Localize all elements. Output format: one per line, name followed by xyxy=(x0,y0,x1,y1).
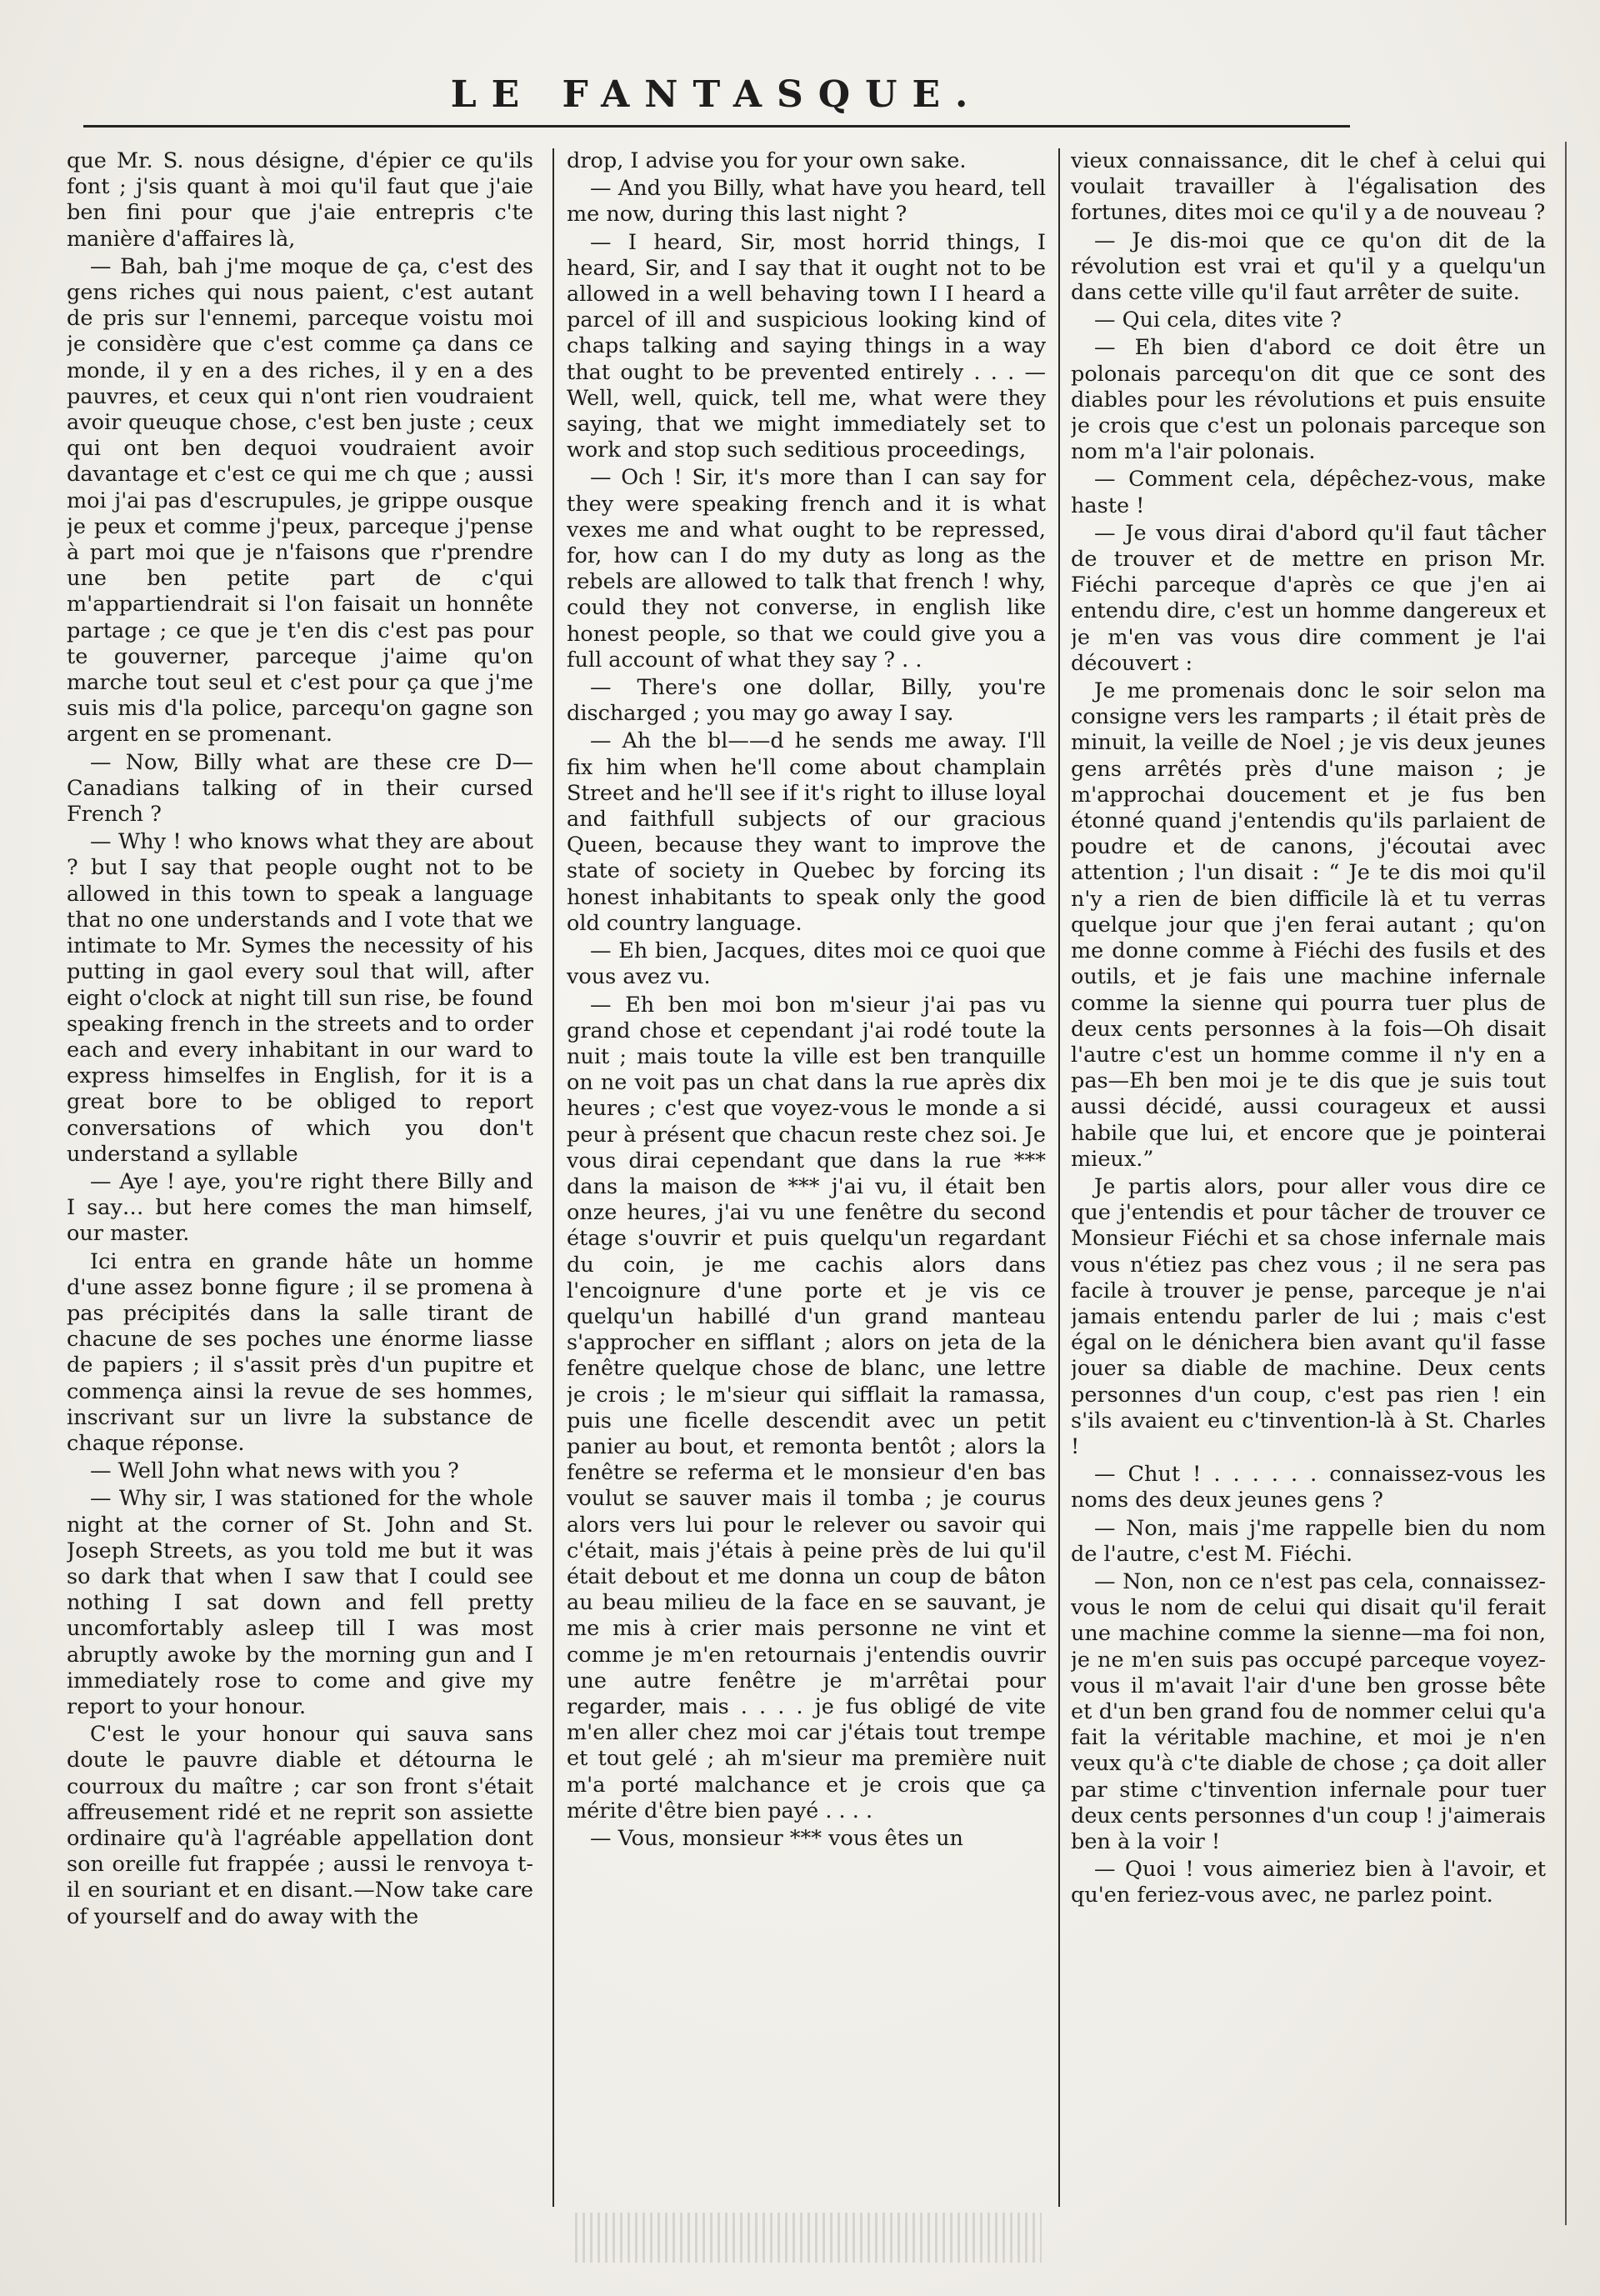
print-smudge xyxy=(575,2213,1042,2263)
paragraph: — Why sir, I was stationed for the whole night at the corner of St. John and St. Joseph Streets, as you told me but it was so dark that when I saw that I could see nothing I sat down and fell pretty uncomfortably asleep till I was most abruptly awoke by the morning gun and I immediately rose to come and give my report to your honour. xyxy=(67,1486,533,1719)
paragraph: — Quoi ! vous aimeriez bien à l'avoir, et qu'en feriez-vous avec, ne parlez point. xyxy=(1071,1857,1546,1908)
paragraph: Je partis alors, pour aller vous dire ce que j'entendis et pour tâcher de trouver ce Monsieur Fiéchi et sa chose infernale mais vous n'étiez pas chez vous ; il ne sera pas facile à trouver je pense, parceque je n'ai jamais entendu parler de lui ; mais c'est égal on le dénichera bien avant qu'il fasse jouer sa diable de machine. Deux cents personnes d'un coup, c'est pas rien ! ein s'ils avaient eu c'tinvention-là à St. Charles ! xyxy=(1071,1173,1546,1459)
column-divider xyxy=(1058,148,1060,2207)
paragraph: — Well John what news with you ? xyxy=(90,1458,459,1484)
paragraph: — I heard, Sir, most horrid things, I heard, Sir, and I say that it ought not to be allowed in a well behaving town I I heard a parcel of ill and suspicious looking kind of chaps talking and saying things in a way that ought to be prevented entirely . . . — Well, well, quick, tell me, what were they saying, that we might immediately set to work and stop such seditious proceedings, xyxy=(567,229,1046,463)
paragraph: — Ah the bl——d he sends me away. I'll fix him when he'll come about champlain Street and he'll see if it's right to illuse loyal and faithfull subjects of our gracious Queen, because they want to improve the state of society in Quebec by forcing its honest inhabitants to speak only the good old country language. xyxy=(567,728,1046,936)
paragraph: — Chut ! . . . . . . connaissez-vous les noms des deux jeunes gens ? xyxy=(1071,1462,1546,1513)
masthead-title: LE FANTASQUE. xyxy=(450,73,983,116)
paragraph: — Aye ! aye, you're right there Billy and I say… but here comes the man himself, our master. xyxy=(67,1168,533,1247)
page-edge-rule xyxy=(1565,142,1567,2225)
paragraph: — Why ! who knows what they are about ? but I say that people ought not to be allowed in this town to speak a language that no one understands and I vote that we intimate to Mr. Symes the necessity of his putting in gaol every soul that will, after eight o'clock at night till sun rise, be found speaking french in the streets and to order each and every inhabitant in our ward to express himselfes in English, for it is a great bore to be obliged to report conversations of which you don't understand a syllable xyxy=(67,829,533,1167)
paragraph: — Eh bien d'abord ce doit être un polonais parcequ'on dit que ce sont des diables pour les révolutions et puis ensuite je crois que c'est un polonais parceque son nom m'a l'air polonais. xyxy=(1071,335,1546,465)
paragraph: — Now, Billy what are these cre D— Canadians talking of in their cursed French ? xyxy=(67,749,533,828)
paragraph: — Och ! Sir, it's more than I can say for they were speaking french and it is what vexes me and what ought to be repressed, for, how can I do my duty as long as the rebels are allowed to talk that french ! why, could they not converse, in english like honest people, so that we could give you a full account of what they say ? . . xyxy=(567,465,1046,673)
paragraph: — Non, mais j'me rappelle bien du nom de l'autre, c'est M. Fiéchi. xyxy=(1071,1515,1546,1567)
paragraph: — Non, non ce n'est pas cela, connaissez-vous le nom de celui qui disait qu'il ferait une machine comme la sienne—ma foi non, je ne m'en suis pas occupé parceque voyez-vous il m'avait l'air d'une ben grosse bête et d'un ben grand fou de nommer celui qu'a fait la véritable machine, et moi je n'en veux qu'à c'te diable de chose ; ça doit aller par stime c'tinvention infernale pour tuer deux cents personnes d'un coup ! j'aimerais ben à la voir ! xyxy=(1071,1568,1546,1854)
paragraph: — Eh ben moi bon m'sieur j'ai pas vu grand chose et cependant j'ai rodé toute la nuit ; mais toute la ville est ben tranquille on ne voit pas un chat dans la rue après dix heures ; c'est que voyez-vous le monde a si peur à présent que chacun reste chez soi. Je vous dirai cependant que dans la rue *** dans la maison de *** j'ai vu, il était ben onze heures, j'ai vu une fenêtre du second étage s'ouvrir et puis quelqu'un regardant du coin, je me cachis alors dans l'encoignure d'une porte et je vis ce quelqu'un habillé d'un grand manteau s'approcher en sifflant ; alors on jeta de la fenêtre quelque chose de blanc, une lettre je crois ; le m'sieur qui sifflait la ramassa, puis une ficelle descendit avec un petit panier au bout, et remonta bentôt ; alors la fenêtre se referma et le monsieur d'en bas voulut se sauver mais il tomba ; je courus alors vers lui pour le relever ou savoir qui c'était, mais j'étais à peine près de lui qu'il était debout et me donna un coup de bâton au beau milieu de la face en se sauvant, je me mis à crier mais personne ne vint et comme je m'en retournais j'entendis ouvrir une autre fenêtre je m'arrêtai pour regarder, mais . . . . je fus obligé de vite m'en aller chez moi car j'étais tout trempe et tout gelé ; ah m'sieur ma première nuit m'a porté malchance et je crois que ça mérite d'être bien payé . . . . xyxy=(567,992,1046,1823)
paragraph: — Eh bien, Jacques, dites moi ce quoi que vous avez vu. xyxy=(567,938,1046,990)
paragraph: — And you Billy, what have you heard, tell me now, during this last night ? xyxy=(567,176,1046,228)
paragraph: — Je vous dirai d'abord qu'il faut tâcher de trouver et de mettre en prison Mr. Fiéchi parceque d'après ce que j'en ai entendu dire, c'est un homme dangereux et je m'en vas vous dire comment je l'ai découvert : xyxy=(1071,520,1546,676)
paragraph: Ici entra en grande hâte un homme d'une assez bonne figure ; il se promena à pas précipités dans la salle tirant de chacune de ses poches une énorme liasse de papiers ; il s'assit près d'un pupitre et commença ainsi la revue de ses hommes, inscrivant sur un livre la substance de chaque réponse. xyxy=(67,1248,533,1456)
paragraph: que Mr. S. nous désigne, d'épier ce qu'ils font ; j'sis quant à moi qu'il faut que j'aie ben fini pour que j'aie entrepris c'te manière d'affaires là, xyxy=(67,148,533,252)
masthead xyxy=(83,58,1350,125)
paragraph: vieux connaissance, dit le chef à celui qui voulait travailler à l'égalisation des fortunes, dites moi ce qu'il y a de nouveau ? xyxy=(1071,148,1546,226)
paragraph: Je me promenais donc le soir selon ma consigne vers les ramparts ; il était près de minuit, la veille de Noel ; je vis deux jeunes gens arrêtés près d'une maison ; je m'approchai doucement et je fus ben étonné quand j'entendis qu'ils parlaient de poudre et de canons, j'écoutai avec attention ; l'un disait : “ Je te dis moi qu'il n'y a rien de bien difficile là et tu verras quelque jour que j'en ferai autant ; qu'on me donne comme à Fiéchi des fusils et des outils, et je fais une machine infernale comme la sienne qui pourra tuer plus de deux cents personnes à la fois—Oh disait l'autre c'est un homme comme il n'y en a pas—Eh ben moi je te dis que je suis tout aussi décidé, aussi courageux et aussi habile que lui, et encore que je pointerai mieux.” xyxy=(1071,678,1546,1172)
paragraph: — Vous, monsieur *** vous êtes un xyxy=(590,1826,963,1851)
paragraph: — There's one dollar, Billy, you're discharged ; you may go away I say. xyxy=(567,675,1046,727)
paragraph: C'est le your honour qui sauva sans doute le pauvre diable et détourna le courroux du maître ; car son front s'était affreusement ridé et ne reprit son assiette ordinaire qu'à l'agréable appellation dont son oreille fut frappée ; aussi le renvoya t-il en souriant et en disant.—Now take care of yourself and do away with the xyxy=(67,1722,533,1929)
text-column-2 xyxy=(567,148,1046,2190)
text-column-3 xyxy=(1071,148,1546,2190)
paragraph: — Je dis-moi que ce qu'on dit de la révolution est vrai et qu'il y a quelqu'un dans cette ville qu'il faut arrêter de suite. xyxy=(1071,228,1546,306)
paragraph: — Qui cela, dites vite ? xyxy=(1094,308,1342,333)
paragraph: — Comment cela, dépêchez-vous, make haste ! xyxy=(1071,467,1546,518)
masthead-rule xyxy=(83,125,1350,128)
text-column-1 xyxy=(67,148,533,2190)
paragraph: — Bah, bah j'me moque de ça, c'est des gens riches qui nous paient, c'est autant de pris sur l'ennemi, parceque voistu moi je considère que c'est comme ça dans ce monde, il y en a des riches, il y en a des pauvres, et ceux qui n'ont rien voudraient avoir queuque chose, c'est ben juste ; ceux qui ont ben dequoi voudraient avoir davantage et c'est ce qui me ch que ; aussi moi j'ai pas d'escrupules, je grippe ousque je peux et comme j'peux, parceque j'pense à part moi que je n'faisons que r'prendre une ben petite part de c'qui m'appartiendrait si l'on faisait un honnête partage ; ce que je t'en dis c'est pas pour te gouverner, parceque j'aime qu'on marche tout seul et c'est pour ça que j'me suis mis d'la police, parcequ'on gagne son argent en se promenant. xyxy=(67,253,533,748)
paragraph: drop, I advise you for your own sake. xyxy=(567,148,967,173)
column-divider xyxy=(552,148,554,2207)
